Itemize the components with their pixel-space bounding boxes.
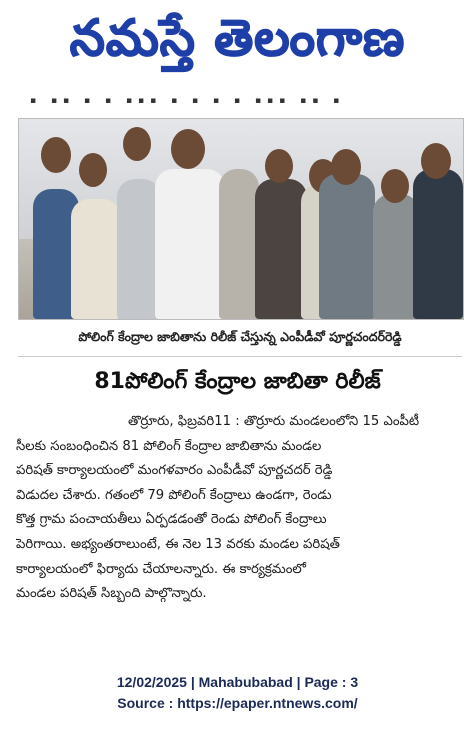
photo-person-head xyxy=(421,143,451,179)
article-body xyxy=(16,410,462,607)
clipped-text-line: ▪ ▪▪ ▪ ▪ ▪▪▪ ▪ ▪ ▪ ▪ ▪▪▪ ▪▪ ▪ xyxy=(30,96,346,106)
photo-person-head xyxy=(331,149,361,185)
news-photo xyxy=(18,118,464,320)
photo-person-head xyxy=(171,129,205,169)
photo-person-head xyxy=(381,169,409,203)
masthead xyxy=(0,0,475,88)
page-footer xyxy=(0,672,475,714)
photo-person-head xyxy=(79,153,107,187)
photo-person xyxy=(413,169,463,319)
photo-person-head xyxy=(41,137,71,173)
article-headline: 81పోలింగ్ కేంద్రాల జాబితా రిలీజ్ xyxy=(94,369,381,394)
article-body-line: విడుదల చేశారు. గతంలో 79 పోలింగ్ కేంద్రాలు ఉండగా, రెండు xyxy=(16,487,332,503)
photo-person xyxy=(219,169,259,319)
photo-person xyxy=(319,174,375,319)
article-body-line: పరిషత్ కార్యాలయంలో మంగళవారం ఎంపీడీవో పూర్ణచదర్ రెడ్డి xyxy=(16,463,333,479)
source-link[interactable]: Source : https://epaper.ntnews.com/ xyxy=(117,695,358,711)
photo-person xyxy=(255,179,307,319)
edition-info: 12/02/2025 | Mahabubabad | Page : 3 xyxy=(116,674,359,690)
newspaper-logo: నమస్తే తెలంగాణ xyxy=(69,8,406,67)
photo-person-head xyxy=(265,149,293,183)
article-body-line: తొర్రూరు, ఫిబ్రవరి11 : తొర్రూరు మండలంలోని 15 ఎంపీటీ xyxy=(128,414,420,429)
article-body-line: సీలకు సంబంధించిన 81 పోలింగ్ కేంద్రాల జాబితాను మండల xyxy=(16,438,322,454)
photo-caption: పోలింగ్ కేంద్రాల జాబితాను రిలీజ్ చేస్తున్న ఎంపీడీవో పూర్ణచందర్‌రెడ్డి xyxy=(18,320,462,357)
article-body-line: కార్యాలయంలో ఫిర్యాదు చేయాలన్నారు. ఈ కార్యక్రమంలో xyxy=(16,561,306,577)
article-body-line: మండల పరిషత్ సిబ్బంది పాల్గొన్నారు. xyxy=(16,586,207,602)
article-body-line: కొత్త గ్రామ పంచాయతీలు ఏర్పడడంతో రెండు పోలింగ్ కేంద్రాలు xyxy=(16,512,327,528)
photo-person-head xyxy=(123,127,151,161)
photo-person xyxy=(71,199,121,319)
photo-person xyxy=(155,169,225,319)
article-body-line: పెరిగాయి. అభ్యంతరాలుంటే, ఈ నెల 13 వరకు మండల పరిషత్ xyxy=(16,536,340,552)
